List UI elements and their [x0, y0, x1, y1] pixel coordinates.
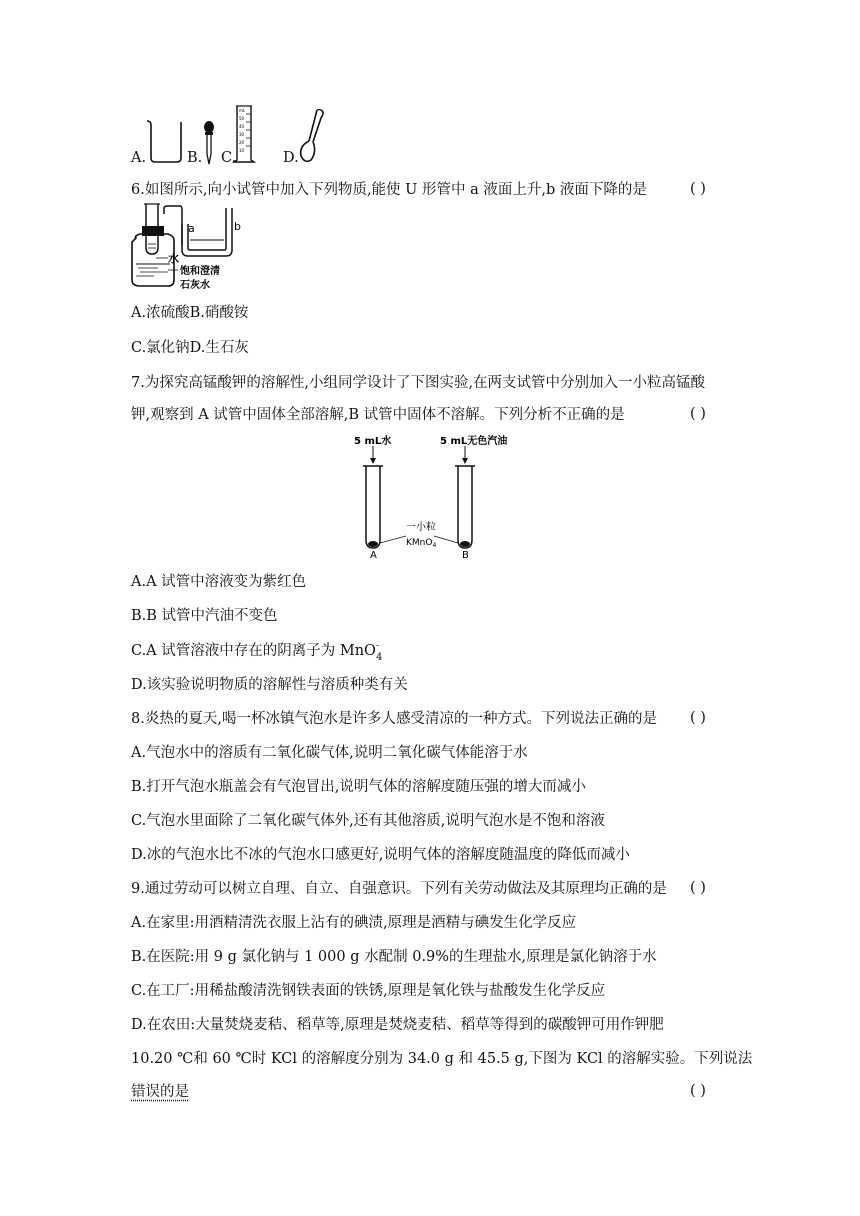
q7-option-b: B.B 试管中汽油不变色 [131, 608, 278, 624]
cylinder-mark-30: 30 [239, 132, 245, 137]
q8-option-c: C.气泡水里面除了二氧化碳气体外,还有其他溶质,说明气泡水是不饱和溶液 [131, 813, 605, 829]
u-tube-label-a: a [188, 222, 195, 235]
q6-option-cd: C.氯化钠D.生石灰 [131, 340, 249, 356]
dropper-icon [201, 120, 217, 166]
q7-answer-paren: ( ) [690, 406, 706, 422]
cylinder-mark-10: 10 [239, 148, 245, 153]
q9-stem: 9.通过劳动可以树立自理、自立、自强意识。下列有关劳动做法及其原理均正确的是 [131, 881, 667, 897]
cylinder-mark-unit: mL [239, 108, 246, 113]
q5-options [131, 104, 351, 166]
q7-figure [350, 432, 540, 560]
tube-b-label: B [462, 550, 469, 560]
tube-a-top-label: 5 mL水 [354, 436, 392, 447]
q6-figure [128, 200, 248, 292]
beaker-icon [145, 118, 185, 164]
q8-option-d: D.冰的气泡水比不冰的气泡水口感更好,说明气体的溶解度随温度的降低而减小 [131, 847, 630, 863]
q10-stem-line-2: 错误的是 [131, 1084, 189, 1100]
q7-option-c-sub: 4 [375, 652, 383, 663]
tube-b-top-label: 5 mL无色汽油 [440, 436, 508, 447]
tube-a-label: A [370, 550, 377, 560]
spoon-icon [297, 108, 327, 166]
q6-answer-paren: ( ) [690, 181, 706, 197]
q10-answer-paren: ( ) [690, 1083, 706, 1099]
q9-option-c: C.在工厂:用稀盐酸清洗钢铁表面的铁锈,原理是氧化铁与盐酸发生化学反应 [131, 983, 606, 999]
q6-stem: 6.如图所示,向小试管中加入下列物质,能使 U 形管中 a 液面上升,b 液面下降的是 [131, 182, 647, 198]
cylinder-mark-20: 20 [239, 140, 245, 145]
q9-option-d: D.在农田:大量焚烧麦秸、稻草等,原理是焚烧麦秸、稻草等得到的碳酸钾可用作钾肥 [131, 1017, 664, 1033]
q7-stem-line-2: 钾,观察到 A 试管中固体全部溶解,B 试管中固体不溶解。下列分析不正确的是 [131, 407, 625, 423]
q5-option-c-label: C. [221, 150, 237, 166]
u-tube-label-b: b [234, 220, 241, 233]
kmno4-sub: 4 [432, 542, 437, 549]
q6-option-ab: A.浓硫酸B.硝酸铵 [131, 305, 249, 321]
q5-option-b-label: B. [187, 150, 203, 166]
q5-option-d-label: D. [283, 150, 299, 166]
q8-answer-paren: ( ) [690, 710, 706, 726]
kmno4-main: KMnO [406, 538, 433, 548]
u-tube-apparatus-figure [128, 200, 248, 292]
kmno4-label-1: 一小粒 [406, 522, 436, 533]
q7-option-d: D.该实验说明物质的溶解性与溶质种类有关 [131, 677, 408, 693]
q10-stem-line-1: 10.20 ℃和 60 ℃时 KCl 的溶解度分别为 34.0 g 和 45.5 g,下图为 KCl 的溶解实验。下列说法 [131, 1051, 753, 1067]
test-tubes-figure [350, 432, 540, 560]
limewater-label-1: 饱和澄清 [180, 266, 220, 277]
water-label: 水 [168, 252, 179, 265]
q7-option-c-text: C.A 试管溶液中存在的阴离子为 MnO [131, 643, 376, 659]
q9-option-a: A.在家里:用酒精清洗衣服上沾有的碘渍,原理是酒精与碘发生化学反应 [131, 915, 577, 931]
q8-option-b: B.打开气泡水瓶盖会有气泡冒出,说明气体的溶解度随压强的增大而减小 [131, 779, 586, 795]
q7-option-c-sup: - [375, 641, 379, 651]
cylinder-mark-40: 40 [239, 124, 245, 129]
q9-option-b: B.在医院:用 9 g 氯化钠与 1 000 g 水配制 0.9%的生理盐水,原理是氯化钠溶于水 [131, 949, 657, 965]
graduated-cylinder-icon [232, 104, 258, 166]
q8-option-a: A.气泡水中的溶质有二氧化碳气体,说明二氧化碳气体能溶于水 [131, 745, 528, 761]
q9-answer-paren: ( ) [690, 880, 706, 896]
limewater-label-2: 石灰水 [180, 280, 210, 291]
q5-option-a-label: A. [131, 150, 147, 166]
cylinder-mark-50: 50 [239, 116, 245, 121]
q7-stem-line-1: 7.为探究高锰酸钾的溶解性,小组同学设计了下图实验,在两支试管中分别加入一小粒高锰酸 [131, 375, 706, 391]
q8-stem: 8.炎热的夏天,喝一杯冰镇气泡水是许多人感受清凉的一种方式。下列说法正确的是 [131, 711, 657, 727]
q7-option-c [131, 641, 384, 663]
kmno4-label-2 [406, 538, 436, 549]
q7-option-a: A.A 试管中溶液变为紫红色 [131, 574, 307, 590]
